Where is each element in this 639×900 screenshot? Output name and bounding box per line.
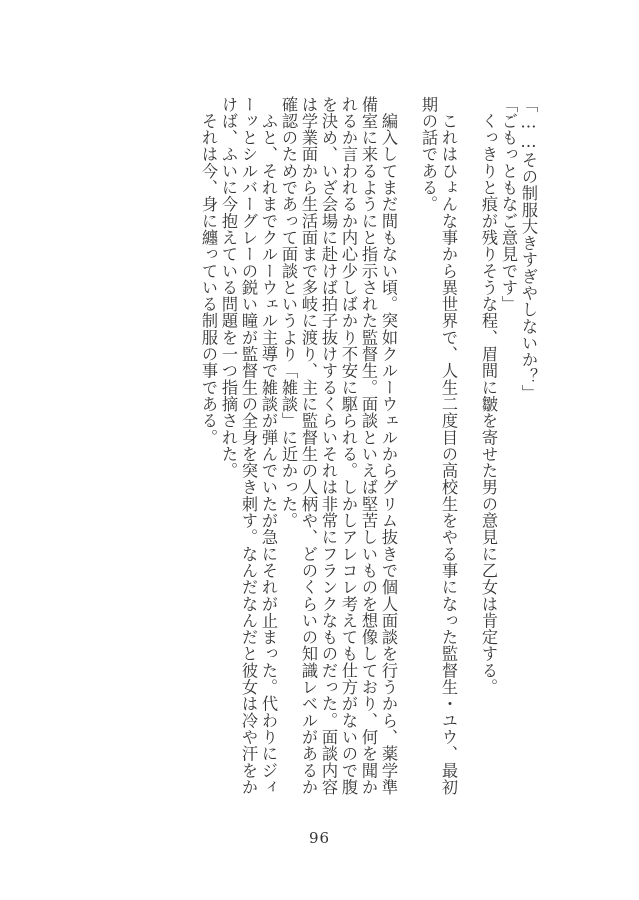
text-line-2: 「ごもっともなご意見です」 bbox=[499, 96, 518, 313]
text-line-6: 期の話である。 bbox=[419, 96, 438, 213]
text-line-9: 備室に来るようにと指示された監督生。面談といえば堅苦しいものを想像しており、何を聞か bbox=[359, 96, 378, 796]
text-line-3: くっきりと痕が残りそうな程、眉間に皺を寄せた男の意見に乙女は肯定する。 bbox=[479, 96, 498, 696]
text-line-10: れるか言われるか内心少しばかり不安に駆られる。しかしアレコレ考えても仕方がないので腹 bbox=[339, 96, 358, 796]
page-number: 96 bbox=[308, 829, 331, 847]
text-line-15: ーッとシルバーグレーの鋭い瞳が監督生の全身を突き刺す。なんだなんだと彼女は冷や汗をか bbox=[239, 96, 258, 796]
text-line-17: それは今、身に纏っている制服の事である。 bbox=[199, 96, 218, 446]
text-line-1: 「……その制服大きすぎやしないか？」 bbox=[519, 96, 538, 402]
text-line-13: 確認のためであって面談というより「雑談」に近かった。 bbox=[279, 96, 298, 529]
text-line-12: は学業面から生活面まで多岐に渡り、主に監督生の人柄や、どのくらいの知識レベルがあるか bbox=[299, 96, 318, 796]
text-line-5: これはひょんな事から異世界で、人生二度目の高校生をやる事になった監督生・ユウ、最初 bbox=[439, 96, 458, 796]
text-line-11: を決め、いざ会場に赴けば拍子抜けするくらいそれは非常にフランクなものだった。面談内容 bbox=[319, 96, 338, 796]
text-line-16: けば、ふいに今抱えている問題を一つ指摘された。 bbox=[219, 96, 238, 479]
text-line-14: ふと、それまでクルーウェル主導で雑談が弾んでいたが急にそれが止まった。代わりにジィ bbox=[259, 96, 278, 796]
text-line-8: 編入してまだ間もない頃。突如クルーウェルからグリム抜きで個人面談を行うから、薬学準 bbox=[379, 96, 398, 796]
